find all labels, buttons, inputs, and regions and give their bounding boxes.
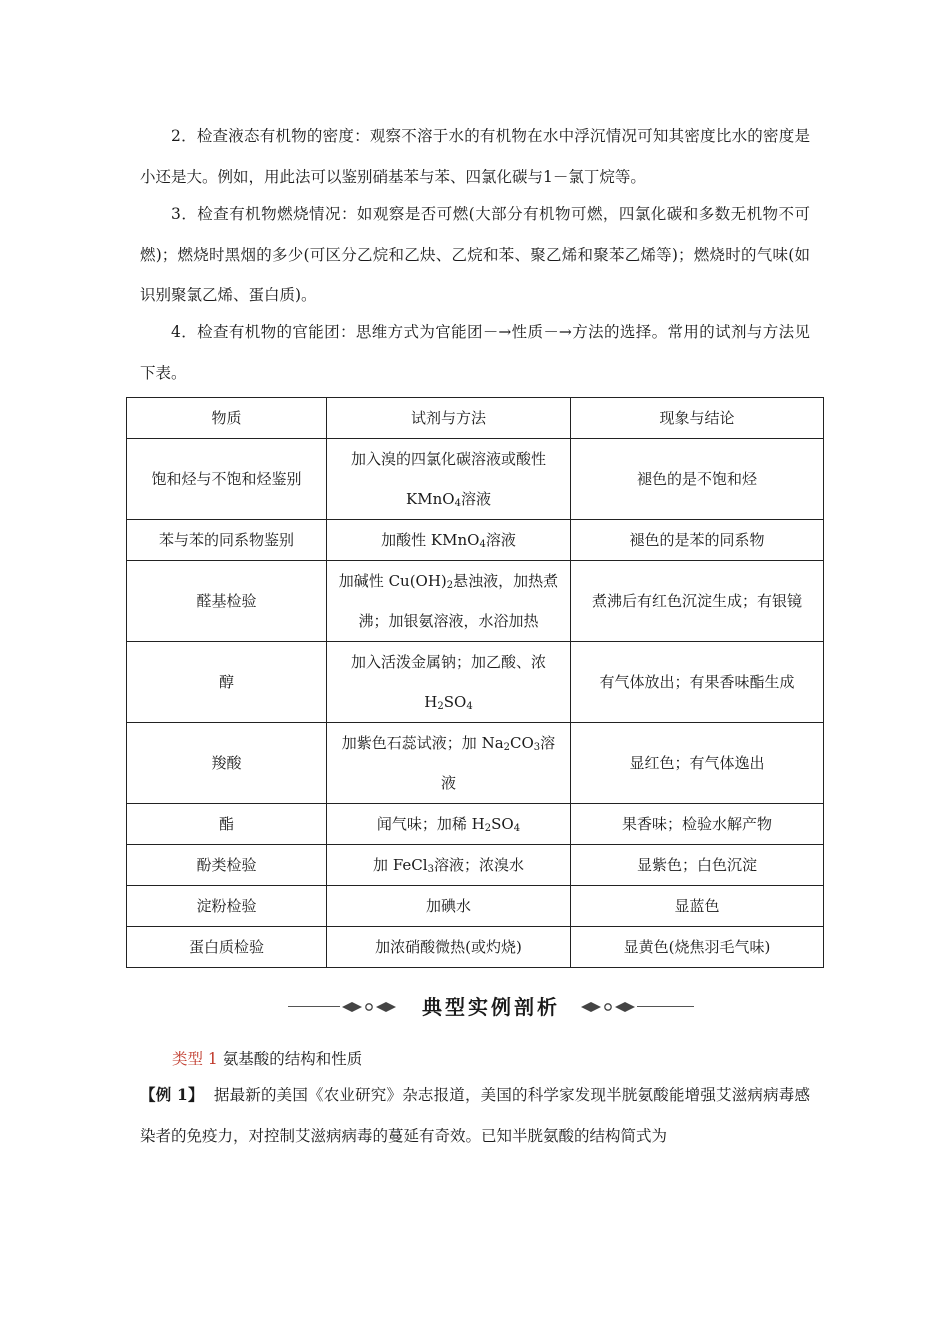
cell-method: 加浓硝酸微热(或灼烧): [327, 927, 571, 968]
right-ornament-icon: [579, 1000, 637, 1014]
cell-result: 褪色的是不饱和烃: [571, 439, 824, 520]
cell-method: 加入溴的四氯化碳溶液或酸性KMnO$_4$溶液: [327, 439, 571, 520]
cell-result: 褪色的是苯的同系物: [571, 520, 824, 561]
example-paragraph: [140, 1075, 810, 1156]
cell-result: 果香味；检验水解产物: [571, 804, 824, 845]
paragraph-functional-group: 4．检查有机物的官能团：思维方式为官能团－→性质－→方法的选择。常用的试剂与方法见下表。: [140, 323, 810, 382]
paragraph-combustion: 3．检查有机物燃烧情况：如观察是否可燃(大部分有机物可燃，四氯化碳和多数无机物不可燃)；燃烧时黑烟的多少(可区分乙烷和乙炔、乙烷和苯、聚乙烯和聚苯乙烯等)；燃烧时的气味(如识别聚氯乙烯、蛋白质)。: [140, 205, 810, 304]
cell-result: 显蓝色: [571, 886, 824, 927]
example-text: 据最新的美国《农业研究》杂志报道，美国的科学家发现半胱氨酸能增强艾滋病病毒感染者的免疫力，对控制艾滋病病毒的蔓延有奇效。已知半胱氨酸的结构简式为: [140, 1086, 810, 1145]
table-row: [127, 439, 824, 520]
cell-substance: 醛基检验: [127, 561, 327, 642]
cell-method: 加酸性 KMnO$_4$溶液: [327, 520, 571, 561]
header-result: 现象与结论: [571, 398, 824, 439]
table-row: [127, 642, 824, 723]
cell-result: 显红色；有气体逸出: [571, 723, 824, 804]
cell-substance: 饱和烃与不饱和烃鉴别: [127, 439, 327, 520]
header-method: 试剂与方法: [327, 398, 571, 439]
cell-method: 加入活泼金属钠；加乙酸、浓$H_2SO_4$: [327, 642, 571, 723]
cell-method: 加碘水: [327, 886, 571, 927]
cell-substance: 酚类检验: [127, 845, 327, 886]
cell-method: 加 FeCl$_3$溶液；浓溴水: [327, 845, 571, 886]
table-row: [127, 927, 824, 968]
section-banner: [288, 990, 694, 1024]
table-row: [127, 845, 824, 886]
header-substance: 物质: [127, 398, 327, 439]
cell-substance: 淀粉检验: [127, 886, 327, 927]
cell-substance: 苯与苯的同系物鉴别: [127, 520, 327, 561]
cell-substance: 羧酸: [127, 723, 327, 804]
table-row: [127, 804, 824, 845]
reagent-table: [126, 397, 824, 968]
cell-method: 加紫色石蕊试液；加 $Na_2CO_3$溶液: [327, 723, 571, 804]
section-title: 典型实例剖析: [422, 995, 560, 1019]
table-row: [127, 561, 824, 642]
cell-method: 闻气味；加稀 $H_2SO_4$: [327, 804, 571, 845]
example-tag: 【例 1】: [140, 1085, 204, 1104]
table-row: [127, 520, 824, 561]
banner-right-line: [637, 1006, 694, 1007]
type-heading: [172, 1044, 362, 1074]
cell-result: 有气体放出；有果香味酯生成: [571, 642, 824, 723]
cell-substance: 蛋白质检验: [127, 927, 327, 968]
cell-result: 煮沸后有红色沉淀生成；有银镜: [571, 561, 824, 642]
type-title: 氨基酸的结构和性质: [222, 1050, 363, 1068]
paragraph-density: 2．检查液态有机物的密度：观察不溶于水的有机物在水中浮沉情况可知其密度比水的密度是小还是大。例如，用此法可以鉴别硝基苯与苯、四氯化碳与1－氯丁烷等。: [140, 127, 810, 186]
cell-result: 显紫色；白色沉淀: [571, 845, 824, 886]
cell-method: 加碱性 $Cu(OH)_2$悬浊液，加热煮沸；加银氨溶液，水浴加热: [327, 561, 571, 642]
table-row: [127, 723, 824, 804]
cell-result: 显黄色(烧焦羽毛气味): [571, 927, 824, 968]
table-row: [127, 886, 824, 927]
type-tag: 类型 1: [172, 1050, 218, 1068]
cell-substance: 醇: [127, 642, 327, 723]
cell-substance: 酯: [127, 804, 327, 845]
table-header-row: [127, 398, 824, 439]
